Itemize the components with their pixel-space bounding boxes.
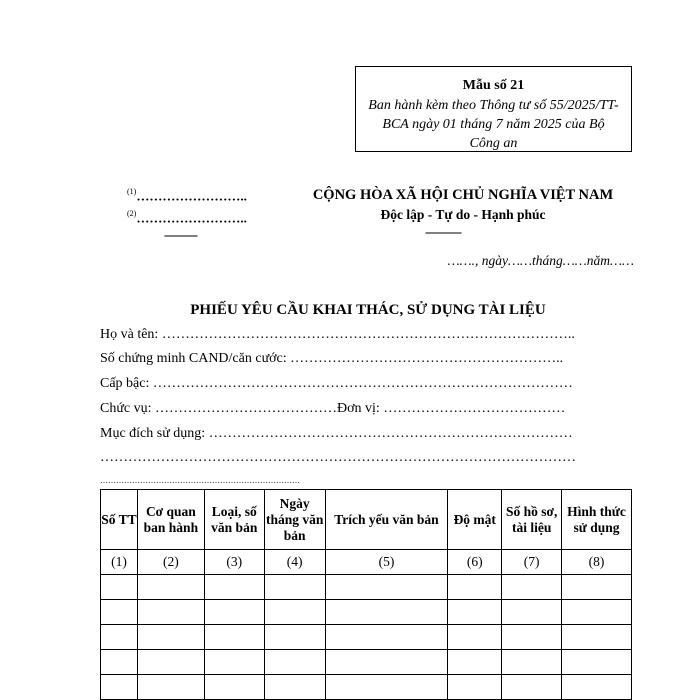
col-number-8: (8) <box>562 550 632 575</box>
document-request-table <box>100 489 632 700</box>
agency-line-1 <box>127 187 247 205</box>
col-header-usage: Hình thức sử dụng <box>562 490 632 550</box>
table-row <box>101 600 632 625</box>
table-row <box>101 650 632 675</box>
col-header-secrecy: Độ mật <box>448 490 502 550</box>
field-short-dots: ………………………………………………………………… <box>100 476 300 485</box>
col-header-doc-type: Loại, số văn bản <box>204 490 264 550</box>
table-number-row <box>101 550 632 575</box>
table-row <box>101 625 632 650</box>
field-purpose: Mục đích sử dụng: …………………………………………………………………… <box>100 426 573 441</box>
col-number-1: (1) <box>101 550 138 575</box>
table-header-row <box>101 490 632 550</box>
field-rank: Cấp bậc: ……………………………………………………………………………… <box>100 376 573 391</box>
agency-line-2 <box>127 209 247 227</box>
table-row <box>101 575 632 600</box>
col-header-doc-date: Ngày tháng văn bản <box>264 490 325 550</box>
field-full-name: Họ và tên: …………………………………………………………………………….. <box>100 327 575 342</box>
agency-marker-2: (2) <box>127 209 137 218</box>
form-issuance-note <box>356 96 631 153</box>
agency-dots-1: …………………….. <box>136 188 247 204</box>
agency-marker-1: (1) <box>127 187 137 196</box>
col-number-2: (2) <box>137 550 204 575</box>
national-motto: Độc lập - Tự do - Hạnh phúc <box>380 207 546 222</box>
form-number-box <box>355 66 632 152</box>
col-number-6: (6) <box>448 550 502 575</box>
document-title: PHIẾU YÊU CẦU KHAI THÁC, SỬ DỤNG TÀI LIỆU <box>190 302 546 318</box>
form-issuance-line-1: Ban hành kèm theo Thông tư số 55/2025/TT- <box>368 98 619 113</box>
form-issuance-line-3: Công an <box>469 136 518 151</box>
col-header-index: Số TT <box>101 490 138 550</box>
national-title: CỘNG HÒA XÃ HỘI CHỦ NGHĨA VIỆT NAM <box>312 187 614 203</box>
col-number-7: (7) <box>502 550 562 575</box>
field-position-unit: Chức vụ: …………………………………Đơn vị: ………………………………… <box>100 401 566 416</box>
table-row <box>101 675 632 700</box>
agency-dots-2: …………………….. <box>136 210 247 226</box>
field-id-number: Số chứng minh CAND/căn cước: ………………………………………………….. <box>100 351 564 366</box>
motto-underline: ------------ <box>425 225 461 239</box>
agency-underline: ----------- <box>164 228 197 242</box>
col-number-5: (5) <box>325 550 448 575</box>
col-number-3: (3) <box>204 550 264 575</box>
form-issuance-line-2: BCA ngày 01 tháng 7 năm 2025 của Bộ <box>382 117 605 132</box>
col-header-summary: Trích yếu văn bản <box>325 490 448 550</box>
col-number-4: (4) <box>264 550 325 575</box>
form-number-title: Mẫu số 21 <box>462 78 525 93</box>
col-header-issuer: Cơ quan ban hành <box>137 490 204 550</box>
col-header-file-number: Số hồ sơ, tài liệu <box>502 490 562 550</box>
field-purpose-continued: ………………………………………………………………………………………… <box>100 450 576 465</box>
date-line: ……., ngày……tháng……năm…… <box>447 253 634 268</box>
